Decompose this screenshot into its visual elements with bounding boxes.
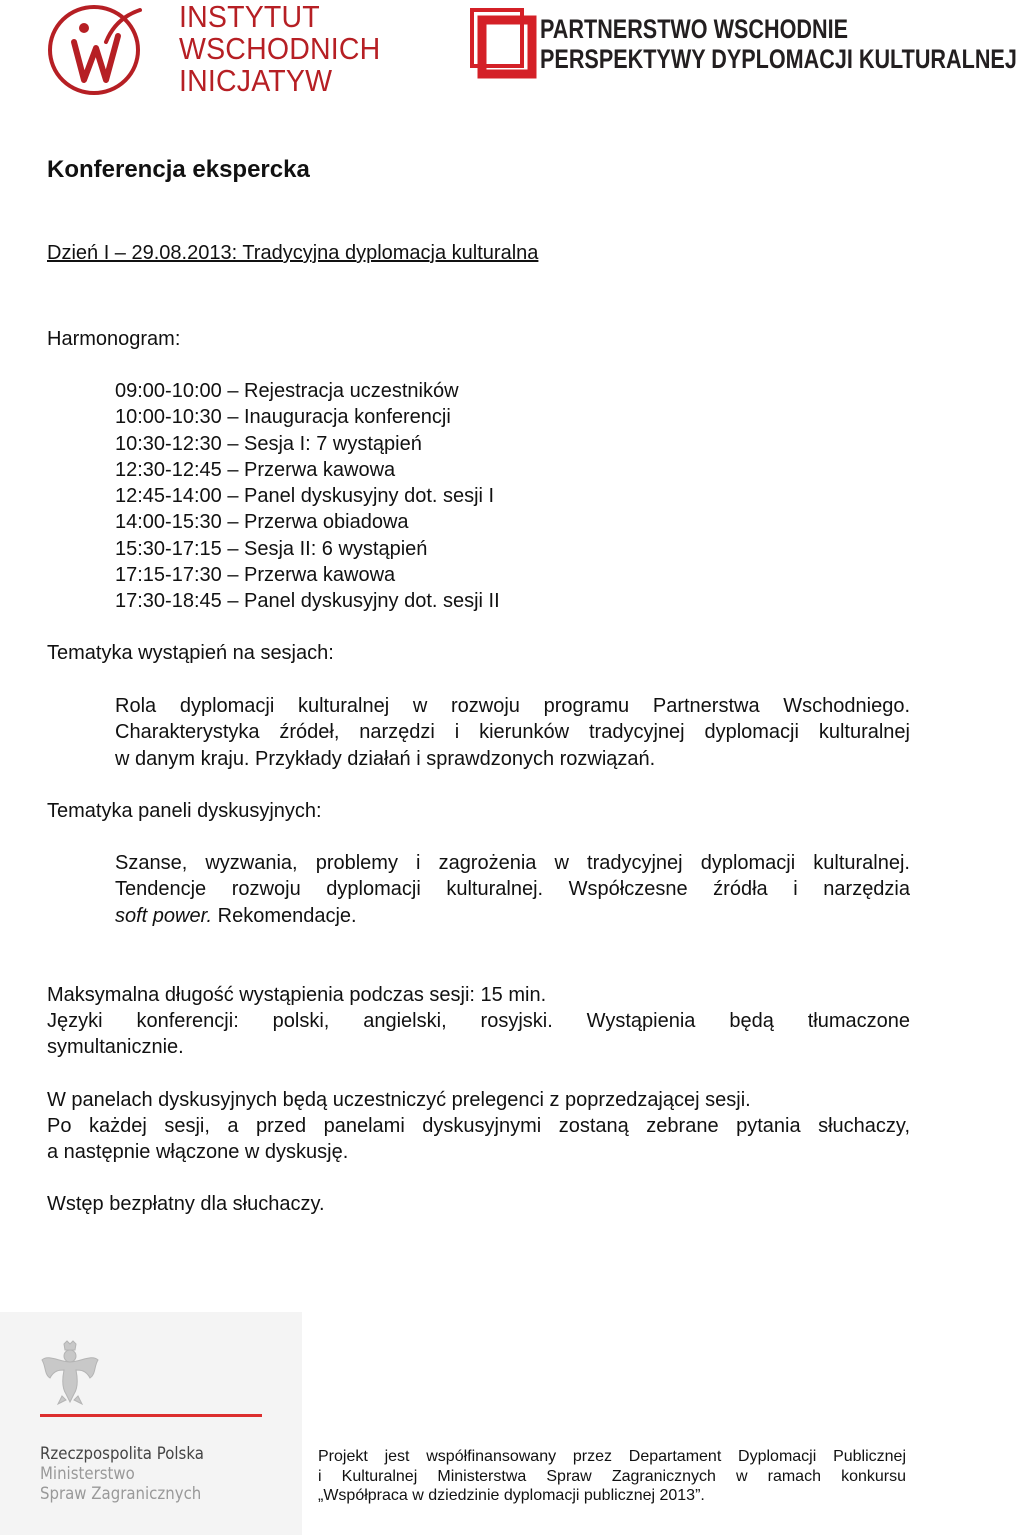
funding-note xyxy=(318,1447,906,1506)
panels-note: W panelach dyskusyjnych będą uczestniczyć prelegenci z poprzedzającej sesji. xyxy=(47,1089,751,1111)
page-title: Konferencja ekspercka xyxy=(47,156,310,183)
partnerstwo-wschodnie-logo xyxy=(470,8,1017,78)
sessions-line: Charakterystyka źródeł, narzędzi i kierunków tradycyjnej dyplomacji kulturalnej xyxy=(115,721,910,744)
panels-line-end: Rekomendacje. xyxy=(212,904,357,927)
languages-line: symultanicznie. xyxy=(47,1036,184,1058)
sessions-text xyxy=(115,693,910,772)
schedule-list xyxy=(115,378,500,615)
sessions-line: w danym kraju. Przykłady działań i sprawdzonych rozwiązań. xyxy=(115,747,656,770)
schedule-item: 15:30-17:15 – Sesja II: 6 wystąpień xyxy=(115,537,428,560)
schedule-item: 10:00-10:30 – Inauguracja konferencji xyxy=(115,406,451,429)
iwi-logo-line: INICJATYW xyxy=(179,63,333,98)
schedule-label: Harmonogram: xyxy=(47,328,181,350)
iwi-logo xyxy=(44,0,381,100)
iwi-logo-line: WSCHODNICH xyxy=(179,31,381,66)
panels-text xyxy=(115,850,910,929)
sessions-label: Tematyka wystąpień na sesjach: xyxy=(47,642,334,664)
panels-line-last xyxy=(115,903,910,929)
iwi-logo-line: INSTYTUT xyxy=(179,0,320,34)
sessions-line: Rola dyplomacji kulturalnej w rozwoju programu Partnerstwa Wschodniego. xyxy=(115,695,910,717)
entry-note: Wstęp bezpłatny dla słuchaczy. xyxy=(47,1193,325,1215)
schedule-item: 12:30-12:45 – Przerwa kawowa xyxy=(115,458,396,481)
soft-power-term: soft power. xyxy=(115,904,213,927)
msz-logo-line: Rzeczpospolita Polska xyxy=(40,1444,204,1464)
schedule-item: 17:30-18:45 – Panel dyskusyjny dot. sesji II xyxy=(115,590,500,613)
funding-line: i Kulturalnej Ministerstwa Spraw Zagranicznych w ramach konkursu xyxy=(318,1467,906,1485)
max-length: Maksymalna długość wystąpienia podczas sesji: 15 min. xyxy=(47,984,547,1006)
panels-line: Szanse, wyzwania, problemy i zagrożenia w tradycyjnej dyplomacji kulturalnej. xyxy=(115,852,910,874)
msz-logo-line: Spraw Zagranicznych xyxy=(40,1484,202,1504)
schedule-item: 09:00-10:00 – Rejestracja uczestników xyxy=(115,380,459,402)
schedule-item: 14:00-15:30 – Przerwa obiadowa xyxy=(115,511,409,534)
funding-line: „Współpraca w dziedzinie dyplomacji publicznej 2013”. xyxy=(318,1487,705,1504)
msz-logo-line: Ministerstwo xyxy=(40,1464,135,1484)
schedule-item: 17:15-17:30 – Przerwa kawowa xyxy=(115,564,396,587)
panels-label: Tematyka paneli dyskusyjnych: xyxy=(47,800,322,822)
day-heading: Dzień I – 29.08.2013: Tradycyjna dyplomacja kulturalna xyxy=(47,242,539,264)
panels-line: Tendencje rozwoju dyplomacji kulturalnej. Współczesne źródła i narzędzia xyxy=(115,878,910,901)
funding-line: Projekt jest współfinansowany przez Departament Dyplomacji Publicznej xyxy=(318,1448,906,1465)
pw-square-icon xyxy=(470,8,536,76)
pw-logo-line: PERSPEKTYWY DYPLOMACJI KULTURALNEJ xyxy=(540,44,1017,74)
schedule-item: 10:30-12:30 – Sesja I: 7 wystąpień xyxy=(115,432,422,455)
languages-line: Języki konferencji: polski, angielski, rosyjski. Wystąpienia będą tłumaczone xyxy=(47,1010,910,1032)
schedule-item: 12:45-14:00 – Panel dyskusyjny dot. sesji I xyxy=(115,485,495,508)
eagle-emblem-icon xyxy=(40,1340,100,1406)
panels-note: a następnie włączone w dyskusję. xyxy=(47,1141,349,1163)
msz-logo xyxy=(0,1312,302,1535)
pw-logo-line: PARTNERSTWO WSCHODNIE xyxy=(540,14,848,44)
iwi-emblem-icon xyxy=(44,2,154,98)
msz-divider xyxy=(40,1414,262,1417)
panels-note: Po każdej sesji, a przed panelami dyskusyjnymi zostaną zebrane pytania słuchaczy, xyxy=(47,1115,910,1137)
